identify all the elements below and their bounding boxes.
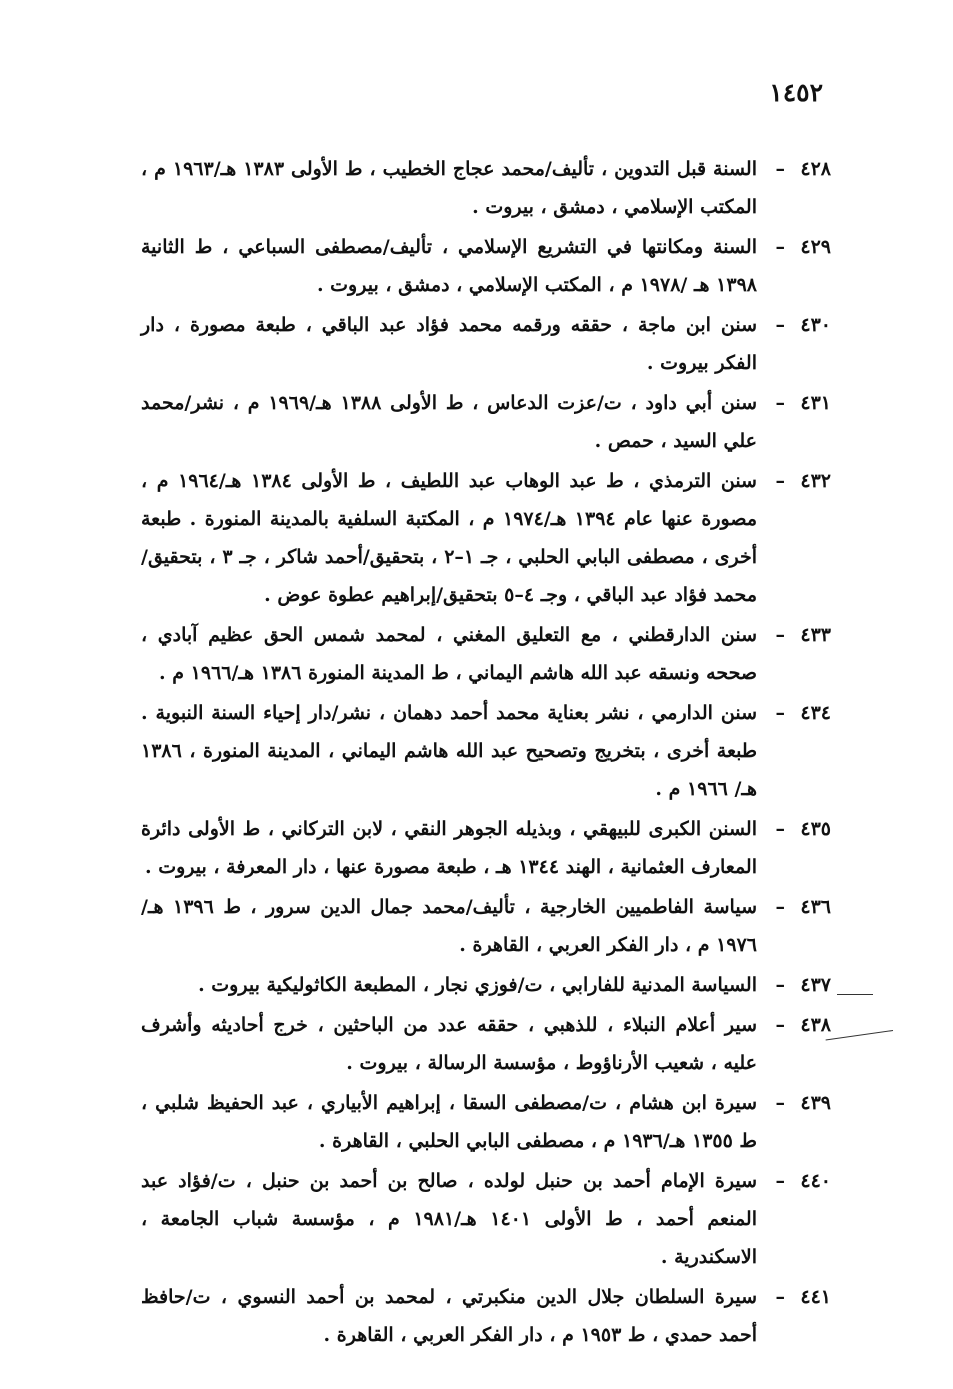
entry-number: ٤٣٨: [800, 1014, 831, 1036]
entry-text: سنن ابن ماجة ، حققه ورقمه محمد فؤاد عبد الباقي ، طبعة مصورة ، دار الفكر بيروت .: [141, 314, 757, 374]
entry-dash: –: [775, 1014, 785, 1036]
entry-dash: –: [775, 1170, 785, 1192]
entry-text: السنة قبل التدوين ، تأليف/محمد عجاج الخطيب ، ط الأولى ١٣٨٣ هـ/١٩٦٣ م ، المكتب الإسلامي ، دمشق ، بيروت .: [141, 158, 757, 218]
entry-number: ٤٣٠: [800, 314, 831, 336]
entry-text: السنن الكبرى للبيهقي ، وبذيله الجوهر النقي ، لابن التركاني ، ط الأولى دائرة المعارف العثمانية ، الهند ١٣٤٤ هـ ، طبعة مصورة عنها ، دار المعرفة ، بيروت .: [141, 818, 757, 878]
bibliography-entry: [141, 1162, 831, 1276]
entry-text: سيرة السلطان جلال الدين منكبرتي ، لمحمد بن أحمد النسوي ، ت/حافظ أحمد حمدي ، ط ١٩٥٣ م ، دار الفكر العربي ، القاهرة .: [141, 1286, 757, 1346]
entry-number: ٤٣٤: [800, 702, 831, 724]
entry-text: سنن الترمذي ، ط عبد الوهاب عبد اللطيف ، ط الأولى ١٣٨٤ هـ/١٩٦٤ م ، مصورة عنها عام ١٣٩٤ هـ/١٩٧٤ م ، المكتبة السلفية بالمدينة المنورة . طبعة أخرى ، مصطفى البابي الحلبي ، جـ ١–٢ ، بتحقيق/أحمد شاكر ، جـ ٣ ، بتحقيق/محمد فؤاد عبد الباقي ، وجـ ٤–٥ بتحقيق/إبراهيم عطوة عوض .: [141, 470, 758, 606]
entry-number: ٤٣٩: [800, 1092, 831, 1114]
bibliography-entry: [141, 1084, 831, 1160]
entry-number: ٤٣٢: [800, 470, 831, 492]
entry-text: سيرة الإمام أحمد بن حنبل لولده ، صالح بن أحمد بن حنبل ، ت/فؤاد عبد المنعم أحمد ، ط الأولى ١٤٠١ هـ/١٩٨١ م ، مؤسسة شباب الجامعة ، الاسكندرية .: [141, 1170, 758, 1268]
bibliography-entry: [141, 888, 831, 964]
entry-dash: –: [775, 470, 785, 492]
page-number: ١٤٥٢: [769, 78, 823, 107]
bibliography-entry: [141, 306, 831, 382]
entry-text: سياسة الفاطميين الخارجية ، تأليف/محمد جمال الدين سرور ، ط ١٣٩٦ هـ/ ١٩٧٦ م ، دار الفكر العربي ، القاهرة .: [141, 896, 757, 956]
entry-number: ٤٣٥: [800, 818, 831, 840]
entry-dash: –: [775, 1092, 785, 1114]
bibliography-entry: [141, 1006, 831, 1082]
bibliography-entry: [141, 1278, 831, 1354]
entry-dash: –: [775, 896, 785, 918]
entry-text: سنن أبي داود ، ت/عزت الدعاس ، ط الأولى ١٣٨٨ هـ/١٩٦٩ م ، نشر/محمد علي السيد ، حمص .: [141, 392, 758, 452]
bibliography-entry: [141, 228, 831, 304]
entry-dash: –: [775, 702, 785, 724]
bibliography-entry: [141, 616, 831, 692]
bibliography-list: [141, 150, 831, 1356]
entry-dash: –: [775, 392, 785, 414]
entry-number: ٤٢٨: [800, 158, 831, 180]
entry-number: ٤٤٠: [800, 1170, 831, 1192]
entry-dash: –: [775, 158, 785, 180]
bibliography-entry: [141, 966, 831, 1004]
entry-dash: –: [775, 236, 785, 258]
entry-text: سير أعلام النبلاء ، للذهبي ، حققه عدد من الباحثين ، خرج أحاديثه وأشرف عليه ، شعيب الأرناؤوط ، مؤسسة الرسالة ، بيروت .: [141, 1014, 757, 1074]
entry-number: ٤٢٩: [800, 236, 831, 258]
entry-number: ٤٤١: [800, 1286, 831, 1308]
margin-pen-mark: [826, 1030, 893, 1040]
entry-text: السنة ومكانتها في التشريع الإسلامي ، تأليف/مصطفى السباعي ، ط الثانية ١٣٩٨ هـ /١٩٧٨ م ، المكتب الإسلامي ، دمشق ، بيروت .: [141, 236, 757, 296]
entry-dash: –: [775, 314, 785, 336]
entry-number: ٤٣٦: [800, 896, 831, 918]
entry-number: ٤٣٣: [800, 624, 831, 646]
entry-text: سنن الدارمي ، نشر بعناية محمد أحمد دهمان ، نشر/دار إحياء السنة النبوية . طبعة أخرى ، بتخريج وتصحيح عبد الله هاشم اليماني ، المدينة المنورة ، ١٣٨٦ هـ/ ١٩٦٦ م .: [141, 702, 757, 800]
entry-dash: –: [775, 624, 785, 646]
entry-text: سنن الدارقطني ، مع التعليق المغني ، لمحمد شمس الحق عظيم آبادي ، صححه ونسقه عبد الله هاشم اليماني ، ط المدينة المنورة ١٣٨٦ هـ/١٩٦٦ م .: [141, 624, 757, 684]
entry-dash: –: [775, 974, 785, 996]
entry-text: سيرة ابن هشام ، ت/مصطفى السقا ، إبراهيم الأبياري ، عبد الحفيظ شلبي ، ط ١٣٥٥ هـ/١٩٣٦ م ، مصطفى البابي الحلبي ، القاهرة .: [141, 1092, 757, 1152]
entry-dash: –: [775, 1286, 785, 1308]
margin-pen-mark: [837, 994, 873, 995]
bibliography-entry: [141, 810, 831, 886]
bibliography-entry: [141, 694, 831, 808]
entry-number: ٤٣١: [800, 392, 831, 414]
entry-number: ٤٣٧: [800, 974, 831, 996]
bibliography-entry: [141, 150, 831, 226]
bibliography-entry: [141, 462, 831, 614]
bibliography-entry: [141, 384, 831, 460]
entry-dash: –: [775, 818, 785, 840]
entry-text: السياسة المدنية للفارابي ، ت/فوزي نجار ، المطبعة الكاثوليكية بيروت .: [198, 974, 757, 996]
